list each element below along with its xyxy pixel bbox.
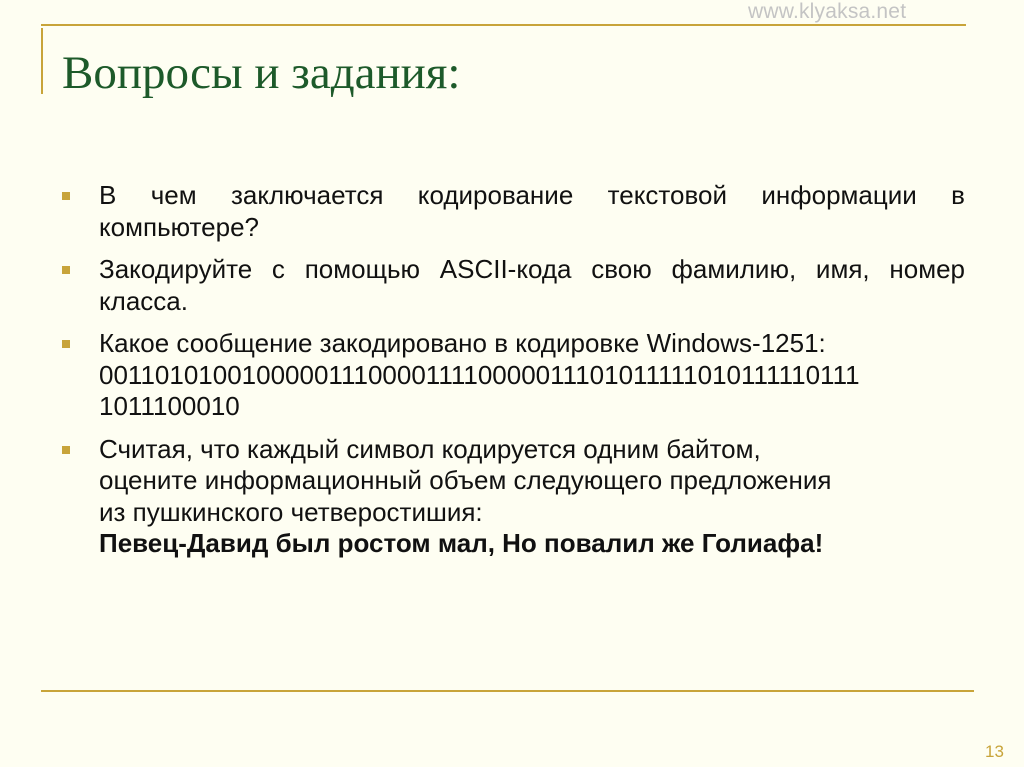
list-item — [62, 434, 965, 560]
page-title: Вопросы и задания: — [62, 47, 461, 99]
top-divider — [41, 24, 966, 26]
title-accent-bar — [41, 28, 43, 94]
bottom-divider — [41, 690, 974, 692]
square-bullet-icon — [62, 446, 70, 454]
square-bullet-icon — [62, 340, 70, 348]
list-item — [62, 180, 965, 243]
page-number: 13 — [985, 742, 1004, 761]
square-bullet-icon — [62, 266, 70, 274]
question-line: оцените информационный объем следующего предложения — [99, 465, 832, 495]
question-text — [99, 434, 965, 560]
questions-list — [62, 180, 965, 571]
question-text — [99, 328, 965, 423]
list-item — [62, 254, 965, 317]
question-line: Какое сообщение закодировано в кодировке Windows-1251: — [99, 328, 826, 358]
square-bullet-icon — [62, 192, 70, 200]
list-item — [62, 328, 965, 423]
binary-code-line: 0011010100100000111000011110000011101011111010111110111 — [99, 359, 860, 390]
poem-quote: Певец-Давид был ростом мал, Но повалил же Голиафа! — [99, 528, 824, 558]
binary-code-line: 1011100010 — [99, 391, 240, 421]
question-line: Считая, что каждый символ кодируется одним байтом, — [99, 433, 761, 464]
question-text: В чем заключается кодирование текстовой информации в компьютере? — [99, 180, 965, 242]
question-line: из пушкинского четверостишия: — [99, 496, 483, 527]
question-text: Закодируйте с помощью ASCII-кода свою фамилию, имя, номер класса. — [99, 254, 965, 316]
watermark-url: www.klyaksa.net — [748, 0, 907, 23]
